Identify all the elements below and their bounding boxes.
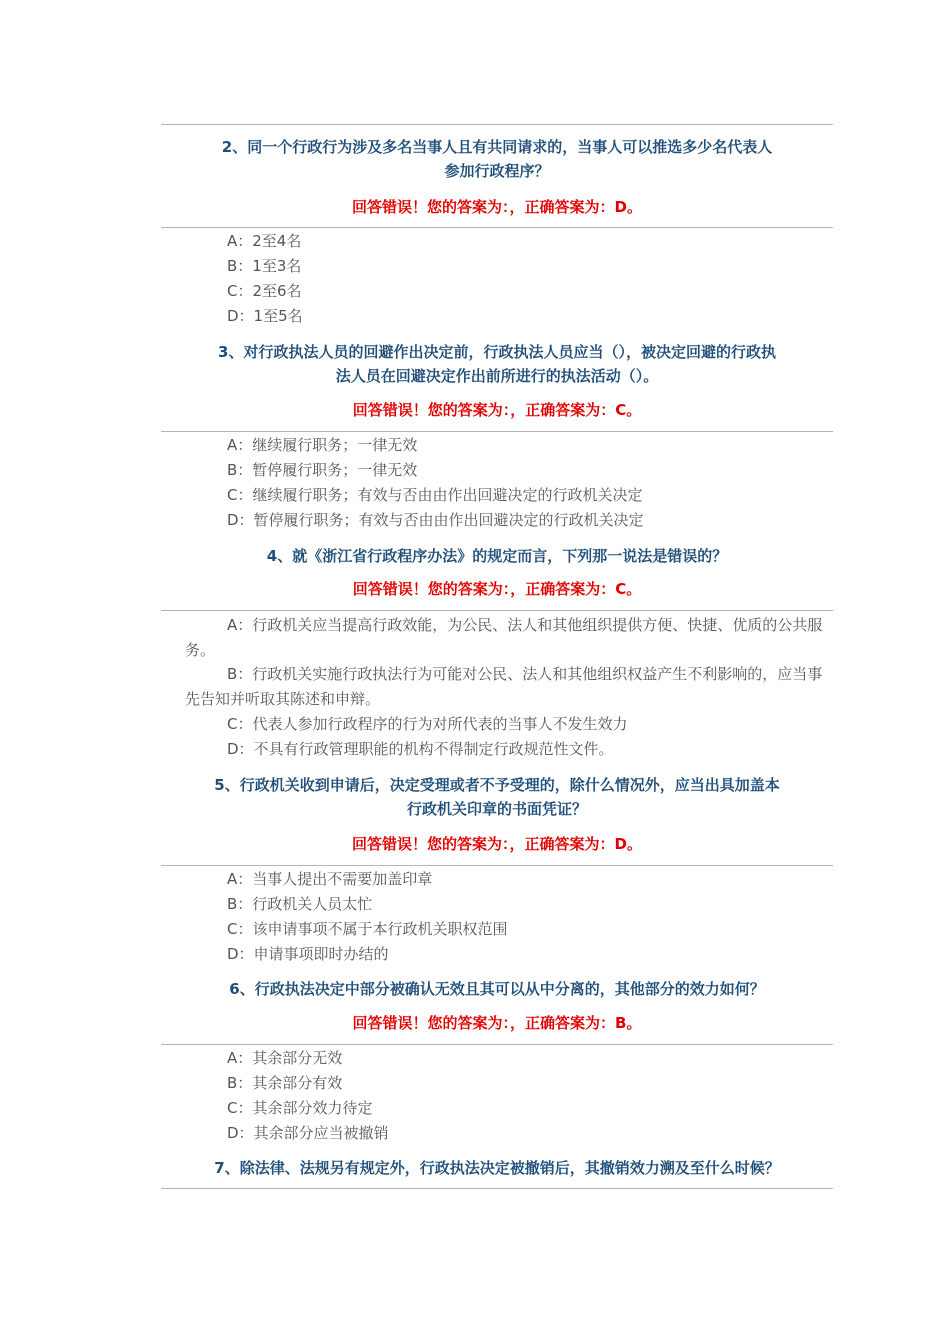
option-b: B：行政机关实施行政执法行为可能对公民、法人和其他组织权益产生不利影响的，应当事先告知并听取其陈述和申辩。 — [185, 665, 823, 708]
question-title-line: 7、除法律、法规另有规定外，行政执法决定被撤销后，其撤销效力溯及至什么时候？ — [214, 1159, 780, 1177]
question-title — [161, 340, 833, 388]
option-a: A：2至4名 — [227, 232, 302, 250]
question-title-line: 5、行政机关收到申请后，决定受理或者不予受理的，除什么情况外，应当出具加盖本 — [214, 776, 780, 794]
question-title-line: 2、同一个行政行为涉及多名当事人且有共同请求的，当事人可以推选多少名代表人 — [221, 138, 773, 156]
answer-result: 回答错误！您的答案为：，正确答案为：D。 — [352, 835, 642, 853]
option-a: A：其余部分无效 — [227, 1049, 343, 1067]
divider — [161, 610, 833, 611]
option-b: B：暂停履行职务；一律无效 — [227, 461, 418, 479]
question-title-line: 法人员在回避决定作出前所进行的执法活动（）。 — [335, 367, 659, 385]
answer-result: 回答错误！您的答案为：，正确答案为：B。 — [352, 1014, 642, 1032]
question-title-line: 4、就《浙江省行政程序办法》的规定而言，下列那一说法是错误的？ — [266, 547, 728, 565]
option-b: B：行政机关人员太忙 — [227, 895, 373, 913]
option-b: B：其余部分有效 — [227, 1074, 343, 1092]
question-title-line: 3、对行政执法人员的回避作出决定前，行政执法人员应当（），被决定回避的行政执 — [218, 343, 776, 361]
question-title — [161, 977, 833, 1001]
question-title — [161, 135, 833, 183]
question-title-line: 参加行政程序？ — [444, 162, 550, 180]
question-title-line: 行政机关印章的书面凭证？ — [406, 800, 587, 818]
option-d: D：暂停履行职务；有效与否由由作出回避决定的行政机关决定 — [227, 511, 644, 529]
option-a: A：继续履行职务；一律无效 — [227, 436, 418, 454]
option-c: C：2至6名 — [227, 282, 302, 300]
question-title — [161, 773, 833, 821]
question-title-line: 6、行政执法决定中部分被确认无效且其可以从中分离的，其他部分的效力如何？ — [229, 980, 765, 998]
divider — [161, 124, 833, 125]
divider — [161, 227, 833, 228]
question-title — [161, 544, 833, 568]
option-c: C：继续履行职务；有效与否由由作出回避决定的行政机关决定 — [227, 486, 643, 504]
option-d: D：1至5名 — [227, 307, 303, 325]
answer-result: 回答错误！您的答案为：，正确答案为：D。 — [352, 198, 642, 216]
divider — [161, 431, 833, 432]
divider — [161, 1188, 833, 1189]
option-c: C：该申请事项不属于本行政机关职权范围 — [227, 920, 508, 938]
option-d: D：申请事项即时办结的 — [227, 945, 389, 963]
option-d: D：其余部分应当被撤销 — [227, 1124, 389, 1142]
divider — [161, 1044, 833, 1045]
option-b: B：1至3名 — [227, 257, 302, 275]
answer-result: 回答错误！您的答案为：，正确答案为：C。 — [352, 401, 642, 419]
option-a: A：当事人提出不需要加盖印章 — [227, 870, 433, 888]
divider — [161, 865, 833, 866]
question-title — [161, 1156, 833, 1180]
option-c: C：其余部分效力待定 — [227, 1099, 373, 1117]
option-a: A：行政机关应当提高行政效能，为公民、法人和其他组织提供方便、快捷、优质的公共服务。 — [185, 616, 823, 659]
answer-result: 回答错误！您的答案为：，正确答案为：C。 — [352, 580, 642, 598]
option-d: D：不具有行政管理职能的机构不得制定行政规范性文件。 — [227, 740, 614, 758]
option-c: C：代表人参加行政程序的行为对所代表的当事人不发生效力 — [227, 715, 628, 733]
